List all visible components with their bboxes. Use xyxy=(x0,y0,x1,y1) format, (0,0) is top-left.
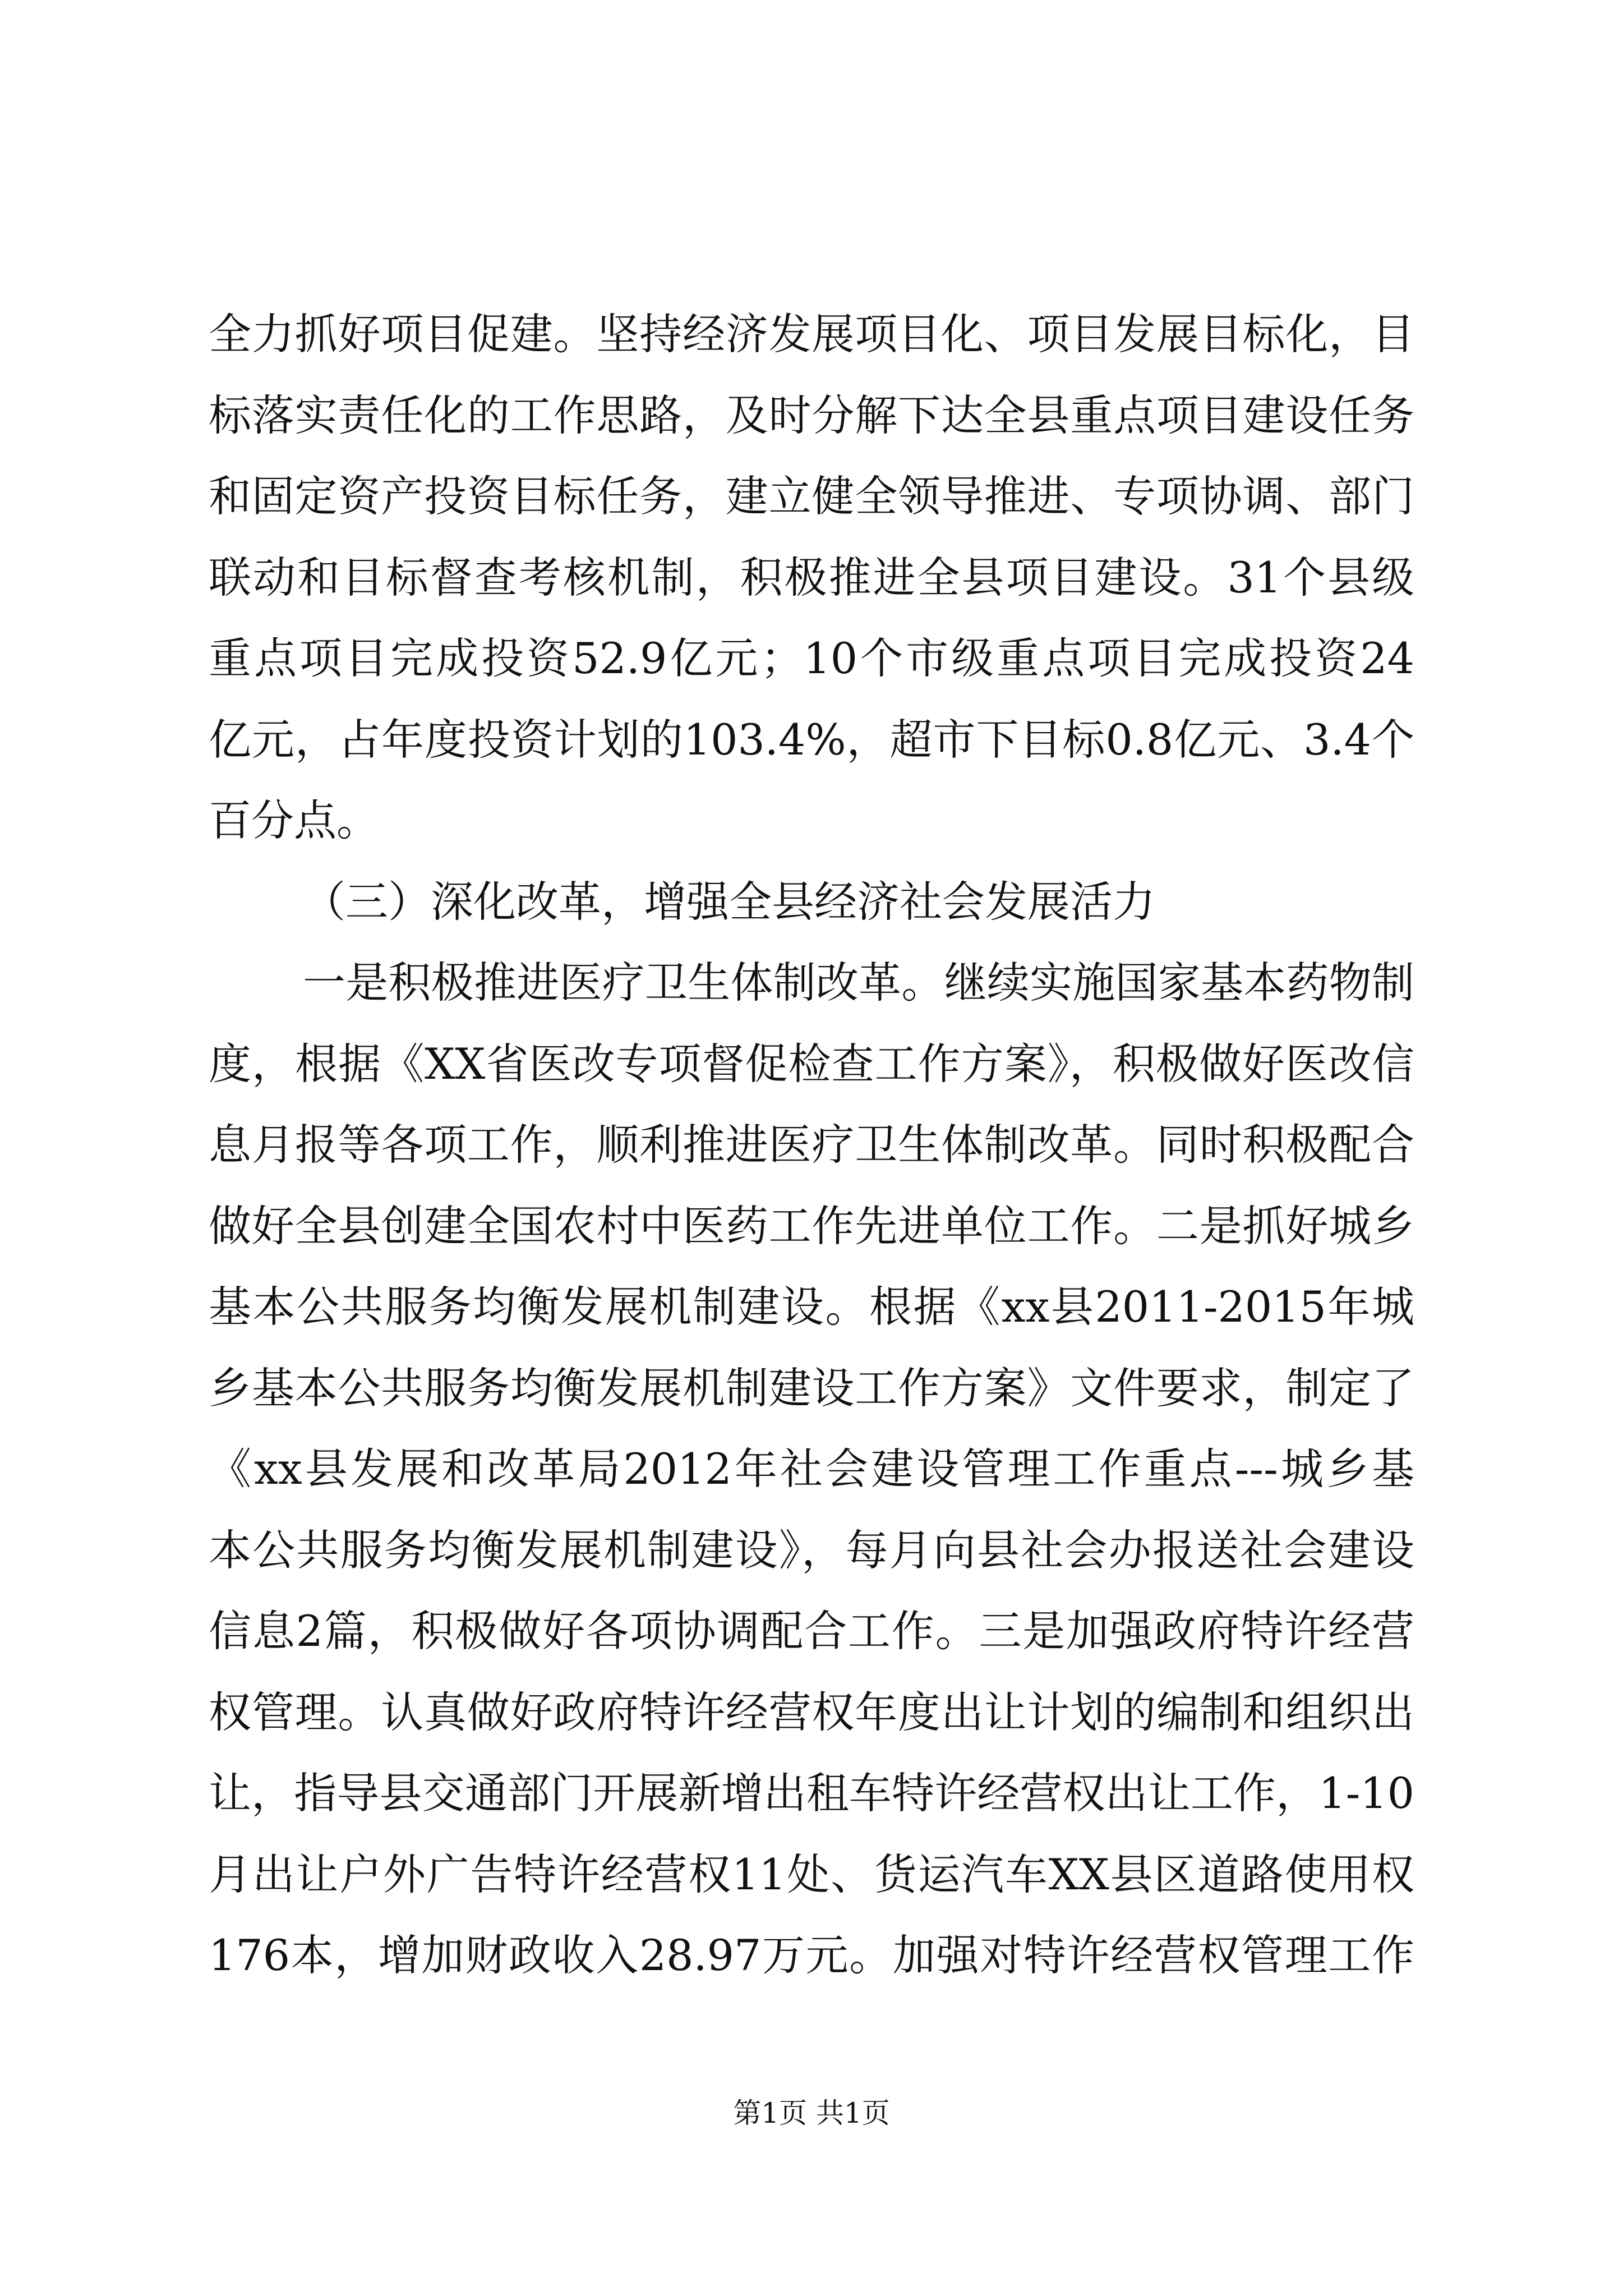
body-line-1: 全力抓好项目促建。坚持经济发展项目化、项目发展目标化，目 xyxy=(209,309,1414,359)
page-number-footer: 第1页 共1页 xyxy=(733,2097,890,2129)
body-line-13: 基本公共服务均衡发展机制建设。根据《xx县2011-2015年城 xyxy=(209,1282,1414,1332)
body-line-3: 和固定资产投资目标任务，建立健全领导推进、专项协调、部门 xyxy=(209,471,1414,521)
body-line-4: 联动和目标督查考核机制，积极推进全县项目建设。31个县级 xyxy=(209,553,1414,602)
body-line-14: 乡基本公共服务均衡发展机制建设工作方案》文件要求，制定了 xyxy=(209,1363,1414,1413)
body-line-9: 一是积极推进医疗卫生体制改革。继续实施国家基本药物制 xyxy=(303,958,1414,1007)
body-line-15: 《xx县发展和改革局2012年社会建设管理工作重点---城乡基 xyxy=(209,1444,1414,1494)
section-heading: （三）深化改革，增强全县经济社会发展活力 xyxy=(303,877,1155,927)
body-line-6: 亿元，占年度投资计划的103.4%，超市下目标0.8亿元、3.4个 xyxy=(209,715,1414,765)
body-line-18: 权管理。认真做好政府特许经营权年度出让计划的编制和组织出 xyxy=(209,1687,1414,1737)
body-line-16: 本公共服务均衡发展机制建设》，每月向县社会办报送社会建设 xyxy=(209,1525,1414,1575)
body-line-21: 176本，增加财政收入28.97万元。加强对特许经营权管理工作 xyxy=(209,1930,1414,1980)
body-line-12: 做好全县创建全国农村中医药工作先进单位工作。二是抓好城乡 xyxy=(209,1201,1414,1251)
body-line-10: 度，根据《XX省医改专项督促检查工作方案》，积极做好医改信 xyxy=(209,1039,1414,1089)
body-line-19: 让，指导县交通部门开展新增出租车特许经营权出让工作，1-10 xyxy=(209,1768,1414,1818)
body-line-11: 息月报等各项工作，顺利推进医疗卫生体制改革。同时积极配合 xyxy=(209,1120,1414,1170)
body-line-17: 信息2篇，积极做好各项协调配合工作。三是加强政府特许经营 xyxy=(209,1606,1414,1656)
body-line-5: 重点项目完成投资52.9亿元；10个市级重点项目完成投资24 xyxy=(209,633,1414,683)
body-line-7: 百分点。 xyxy=(209,795,379,845)
body-line-2: 标落实责任化的工作思路，及时分解下达全县重点项目建设任务 xyxy=(209,390,1414,440)
body-line-20: 月出让户外广告特许经营权11处、货运汽车XX县区道路使用权 xyxy=(209,1849,1414,1899)
